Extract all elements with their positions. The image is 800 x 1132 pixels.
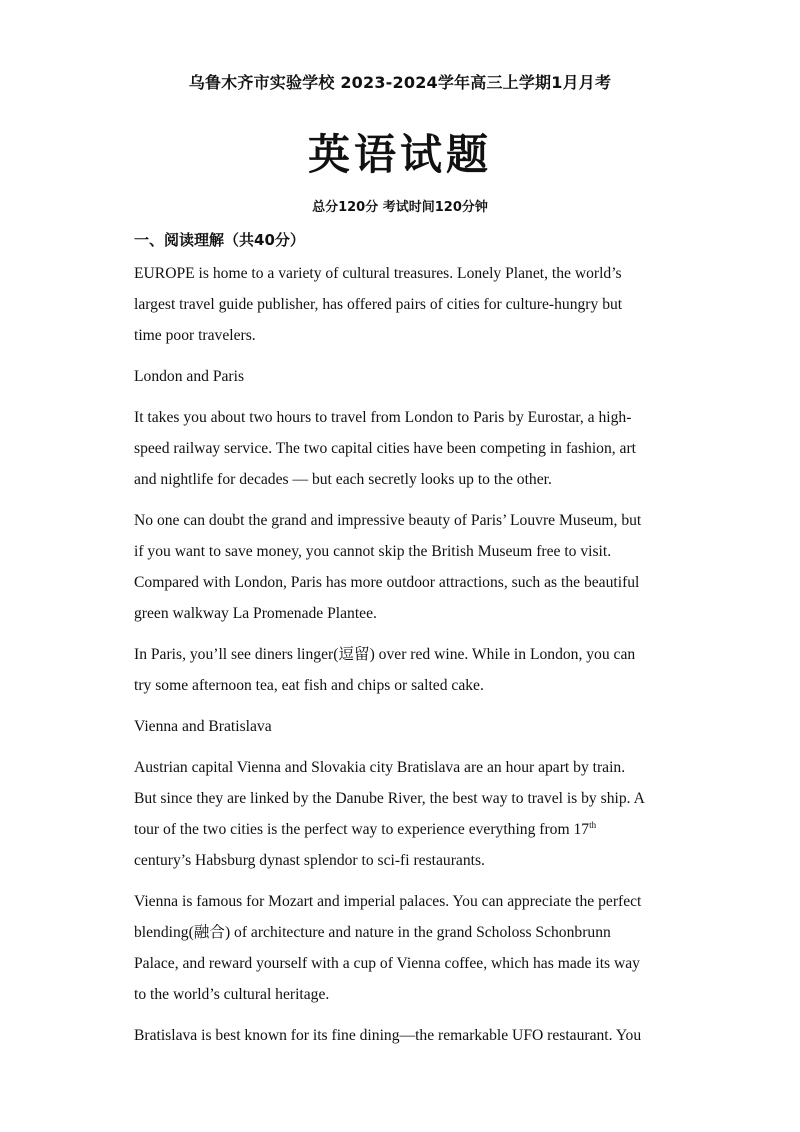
- text-line: [134, 814, 668, 845]
- text-line: time poor travelers.: [134, 327, 256, 344]
- text-line: EUROPE is home to a variety of cultural treasures. Lonely Planet, the world’s: [134, 265, 622, 282]
- text-line: speed railway service. The two capital cities have been competing in fashion, art: [134, 440, 636, 457]
- text-line: In Paris, you’ll see diners linger(逗留) over red wine. While in London, you can: [134, 646, 636, 663]
- text-line: Vienna is famous for Mozart and imperial palaces. You can appreciate the perfect: [134, 893, 642, 910]
- text-line: Vienna and Bratislava: [134, 718, 272, 735]
- text-line: blending(融合) of architecture and nature in the grand Scholoss Schonbrunn: [134, 924, 611, 941]
- section-heading-reading: 一、阅读理解（共40分）: [134, 231, 305, 249]
- text-line: Bratislava is best known for its fine dining—the remarkable UFO restaurant. You: [134, 1027, 642, 1044]
- text-line: Austrian capital Vienna and Slovakia city Bratislava are an hour apart by train.: [134, 759, 626, 776]
- paragraph-intro: [134, 258, 668, 351]
- text-line: if you want to save money, you cannot skip the British Museum free to visit.: [134, 543, 612, 560]
- paragraph-dining: [134, 639, 668, 701]
- text-line: But since they are linked by the Danube River, the best way to travel is by ship. A: [134, 790, 645, 807]
- ordinal-superscript: th: [589, 819, 597, 830]
- text-line: century’s Habsburg dynast splendor to sci-fi restaurants.: [134, 852, 485, 869]
- text-line: largest travel guide publisher, has offered pairs of cities for culture-hungry but: [134, 296, 623, 313]
- school-exam-header: 乌鲁木齐市实验学校 2023-2024学年高三上学期1月月考: [188, 73, 612, 92]
- paragraph-danube: [134, 752, 668, 876]
- subheading-vienna-bratislava: [134, 711, 668, 742]
- paragraph-eurostar: [134, 402, 668, 495]
- paragraph-vienna: [134, 886, 668, 1010]
- reading-passage: [134, 258, 668, 1061]
- subheading-london-paris: [134, 361, 668, 392]
- text-line: No one can doubt the grand and impressive beauty of Paris’ Louvre Museum, but: [134, 512, 642, 529]
- text-line: and nightlife for decades — but each secretly looks up to the other.: [134, 471, 552, 488]
- text-line: It takes you about two hours to travel from London to Paris by Eurostar, a high-: [134, 409, 632, 426]
- paragraph-bratislava: [134, 1020, 668, 1051]
- text-line: Compared with London, Paris has more outdoor attractions, such as the beautiful: [134, 574, 640, 591]
- text-line: try some afternoon tea, eat fish and chips or salted cake.: [134, 677, 484, 694]
- text-line: London and Paris: [134, 368, 245, 385]
- paragraph-museums: [134, 505, 668, 629]
- text-line: to the world’s cultural heritage.: [134, 986, 330, 1003]
- score-time-info: 总分120分 考试时间120分钟: [312, 200, 488, 215]
- page-title: 英语试题: [307, 130, 492, 179]
- text-line: green walkway La Promenade Plantee.: [134, 605, 377, 622]
- text-fragment: tour of the two cities is the perfect way to experience everything from 17: [134, 821, 590, 838]
- text-line: Palace, and reward yourself with a cup of Vienna coffee, which has made its way: [134, 955, 640, 972]
